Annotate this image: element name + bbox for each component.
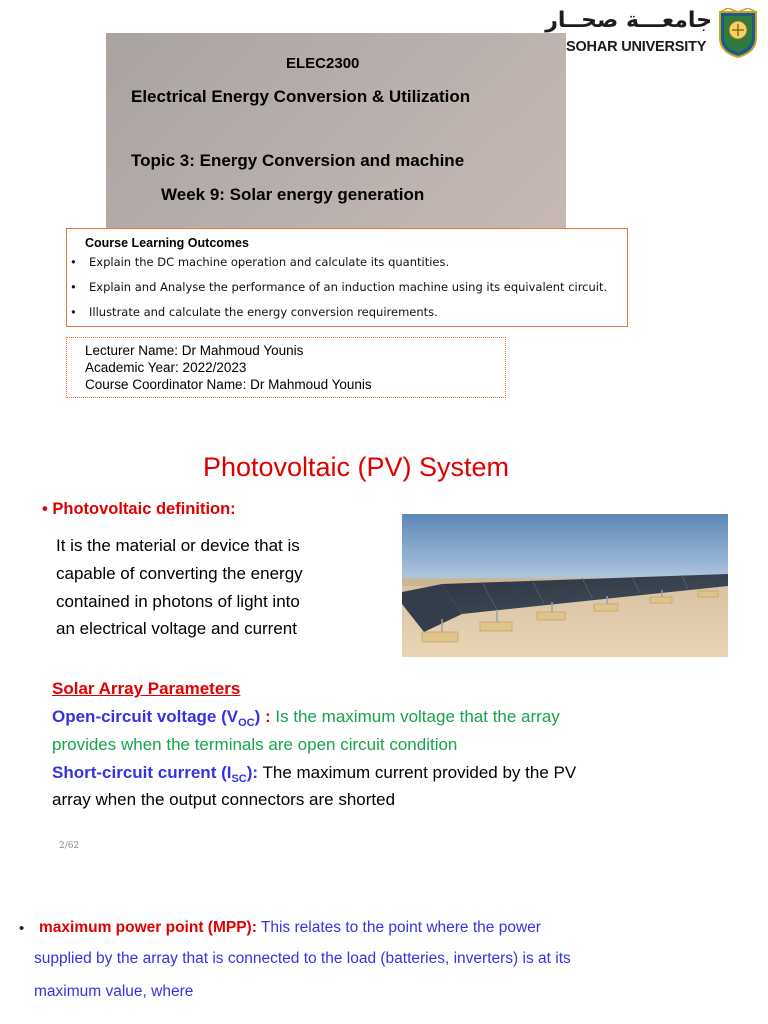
parameters-heading: Solar Array Parameters xyxy=(52,679,241,698)
bullet-icon: • xyxy=(70,280,77,294)
section-title: Photovoltaic (PV) System xyxy=(202,452,510,482)
learning-outcome-text: Illustrate and calculate the energy conversion requirements. xyxy=(89,305,438,319)
open-circuit-voltage-line xyxy=(52,707,560,729)
course-code: ELEC2300 xyxy=(286,55,360,72)
isc-description: The maximum current provided by the PV xyxy=(258,763,577,782)
mpp-line xyxy=(39,919,541,937)
solar-panels-photo xyxy=(402,514,728,657)
voc-description: Is the maximum voltage that the array xyxy=(270,707,560,726)
course-coordinator: Course Coordinator Name: Dr Mahmoud Younis xyxy=(85,377,372,392)
logo-english-text: SOHAR UNIVERSITY xyxy=(566,39,707,55)
mpp-description-continued: supplied by the array that is connected to the load (batteries, inverters) is at its xyxy=(34,950,571,967)
isc-subscript: SC xyxy=(231,773,247,785)
definition-line: capable of converting the energy xyxy=(56,564,303,583)
isc-description-continued: array when the output connectors are shorted xyxy=(52,790,396,809)
course-name: Electrical Energy Conversion & Utilization xyxy=(131,87,471,106)
page-number: 2/62 xyxy=(59,841,80,851)
voc-colon: : xyxy=(260,707,271,726)
mpp-description-continued: maximum value, where xyxy=(34,983,194,1000)
bullet-icon: • xyxy=(70,305,77,319)
definition-heading: • Photovoltaic definition: xyxy=(42,500,236,518)
isc-close: ): xyxy=(246,763,259,782)
learning-outcome-text: Explain and Analyse the performance of an induction machine using its equivalent circuit. xyxy=(89,280,608,294)
definition-line: an electrical voltage and current xyxy=(56,619,297,638)
learning-outcome-item xyxy=(70,255,449,269)
learning-outcomes-title: Course Learning Outcomes xyxy=(85,236,249,250)
voc-subscript: OC xyxy=(238,717,255,729)
definition-line: It is the material or device that is xyxy=(56,536,300,555)
learning-outcome-item xyxy=(70,280,607,294)
academic-year: Academic Year: 2022/2023 xyxy=(85,360,247,375)
learning-outcome-text: Explain the DC machine operation and calculate its quantities. xyxy=(89,255,450,269)
definition-line: contained in photons of light into xyxy=(56,592,300,611)
logo-arabic-text: جامعـــة صحــار xyxy=(545,8,712,33)
university-logo xyxy=(545,8,764,64)
short-circuit-current-line xyxy=(52,763,576,785)
university-seal-icon xyxy=(716,8,760,58)
mpp-label: maximum power point (MPP): xyxy=(39,919,257,936)
week-title: Week 9: Solar energy generation xyxy=(161,185,425,204)
mpp-description: This relates to the point where the power xyxy=(256,919,541,936)
bullet-icon: • xyxy=(19,920,25,937)
voc-label: Open-circuit voltage (V xyxy=(52,707,239,726)
voc-description-continued: provides when the terminals are open circuit condition xyxy=(52,735,458,754)
topic-title: Topic 3: Energy Conversion and machine xyxy=(131,151,465,170)
voc-close-paren: ) xyxy=(254,707,261,726)
isc-label: Short-circuit current (I xyxy=(52,763,232,782)
learning-outcome-item xyxy=(70,305,438,319)
bullet-icon: • xyxy=(70,255,77,269)
lecturer-name: Lecturer Name: Dr Mahmoud Younis xyxy=(85,343,304,358)
